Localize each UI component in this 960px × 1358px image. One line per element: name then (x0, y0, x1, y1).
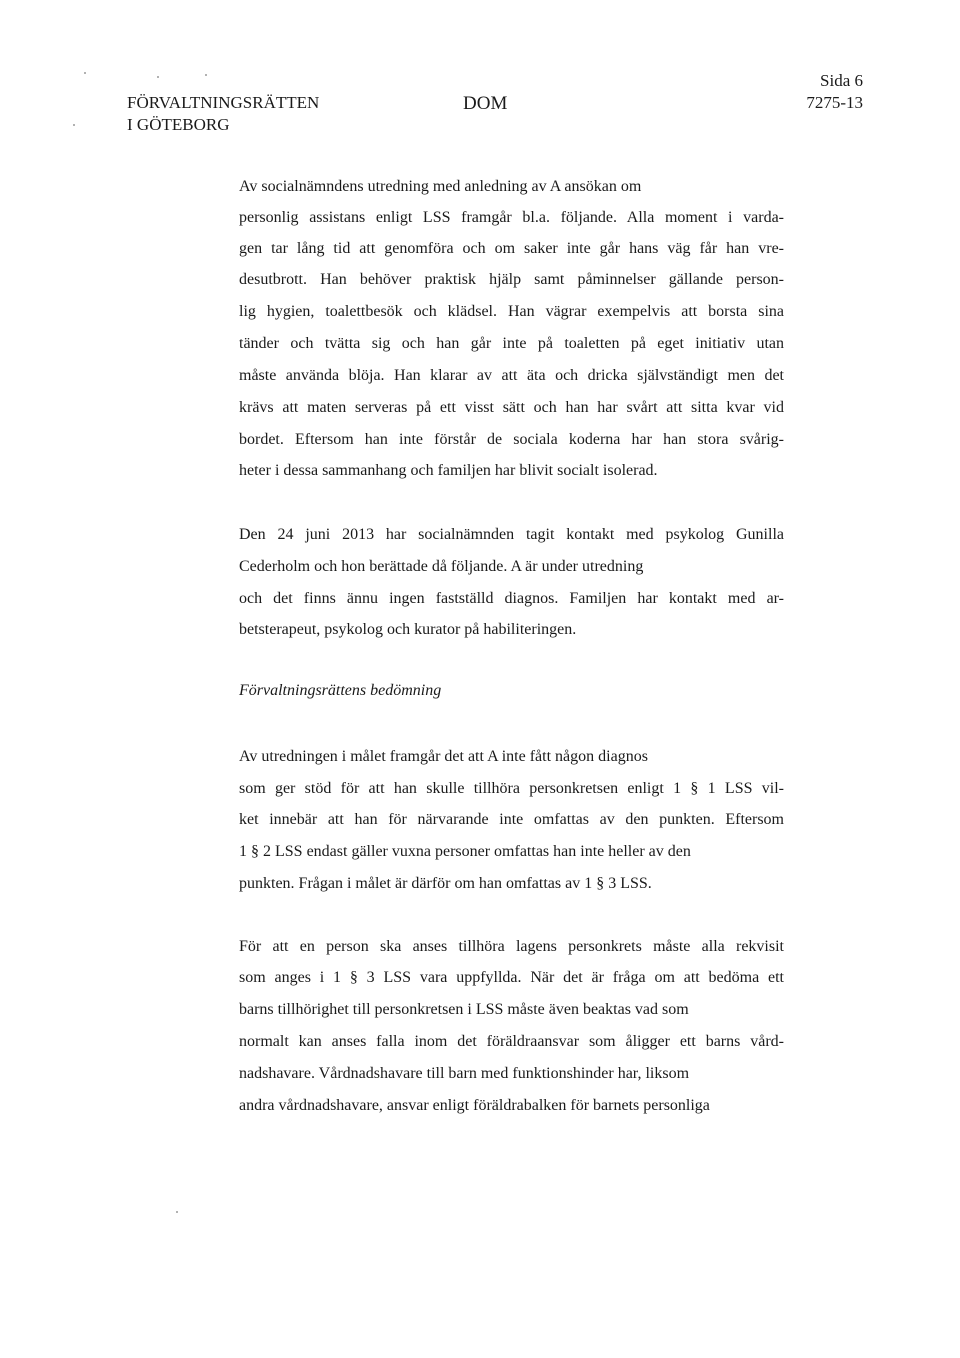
scan-speck (157, 76, 159, 78)
scan-speck (84, 72, 86, 74)
scan-speck (176, 1211, 178, 1213)
text-line: Av utredningen i målet framgår det att A inte fått någon diagnos (239, 748, 648, 765)
court-city: I GÖTEBORG (127, 115, 230, 134)
text-line: lig hygien, toalettbesök och klädsel. Han vägrar exempelvis att borsta sina (239, 303, 784, 320)
text-line: nadshavare. Vårdnadshavare till barn med funktionshinder har, liksom (239, 1065, 690, 1082)
text-line: normalt kan anses falla inom det föräldraansvar som åligger ett barns vård- (239, 1033, 784, 1050)
text-line: andra vårdnadshavare, ansvar enligt föräldrabalken för barnets personliga (239, 1097, 710, 1114)
text-line: desutbrott. Han behöver praktisk hjälp samt påminnelser gällande person- (239, 271, 784, 288)
court-name: FÖRVALTNINGSRÄTTEN (127, 93, 320, 112)
text-line: gen tar lång tid att genomföra och om saker inte går hans väg får han vre- (239, 240, 784, 257)
text-line: Av socialnämndens utredning med anledning av A ansökan om (239, 178, 642, 195)
text-line: punkten. Frågan i målet är därför om han omfattas av 1 § 3 LSS. (239, 875, 652, 892)
text-line: som anges i 1 § 3 LSS vara uppfyllda. När det är fråga om att bedöma ett (239, 969, 784, 986)
text-line: krävs att maten serveras på ett visst sätt och han har svårt att sitta kvar vid (239, 399, 784, 416)
page-number: Sida 6 (820, 71, 863, 90)
text-line: heter i dessa sammanhang och familjen har blivit socialt isolerad. (239, 462, 658, 479)
text-line: För att en person ska anses tillhöra lagens personkrets måste alla rekvisit (239, 938, 784, 955)
text-line: Den 24 juni 2013 har socialnämnden tagit kontakt med psykolog Gunilla (239, 526, 784, 543)
text-line: som ger stöd för att han skulle tillhöra personkretsen enligt 1 § 1 LSS vil- (239, 780, 784, 797)
text-line: personlig assistans enligt LSS framgår bl.a. följande. Alla moment i varda- (239, 209, 784, 226)
text-line: betsterapeut, psykolog och kurator på habiliteringen. (239, 621, 577, 638)
section-heading: Förvaltningsrättens bedömning (239, 682, 442, 699)
scan-speck (205, 74, 207, 76)
text-line: barns tillhörighet till personkretsen i LSS måste även beaktas vad som (239, 1001, 689, 1018)
text-line: ket innebär att han för närvarande inte omfattas av den punkten. Eftersom (239, 811, 784, 828)
text-line: 1 § 2 LSS endast gäller vuxna personer omfattas han inte heller av den (239, 843, 691, 860)
page-info (806, 70, 863, 114)
case-number: 7275-13 (806, 93, 863, 112)
scan-speck (73, 124, 75, 126)
document-type: DOM (463, 93, 508, 114)
text-line: Cederholm och hon berättade då följande. A är under utredning (239, 558, 644, 575)
text-line: tänder och tvätta sig och han går inte på toaletten på eget initiativ utan (239, 335, 784, 352)
text-line: och det finns ännu ingen fastställd diagnos. Familjen har kontakt med ar- (239, 590, 784, 607)
text-line: bordet. Eftersom han inte förstår de sociala koderna har han stora svårig- (239, 431, 784, 448)
text-line: måste använda blöja. Han klarar av att äta och dricka självständigt men det (239, 367, 784, 384)
